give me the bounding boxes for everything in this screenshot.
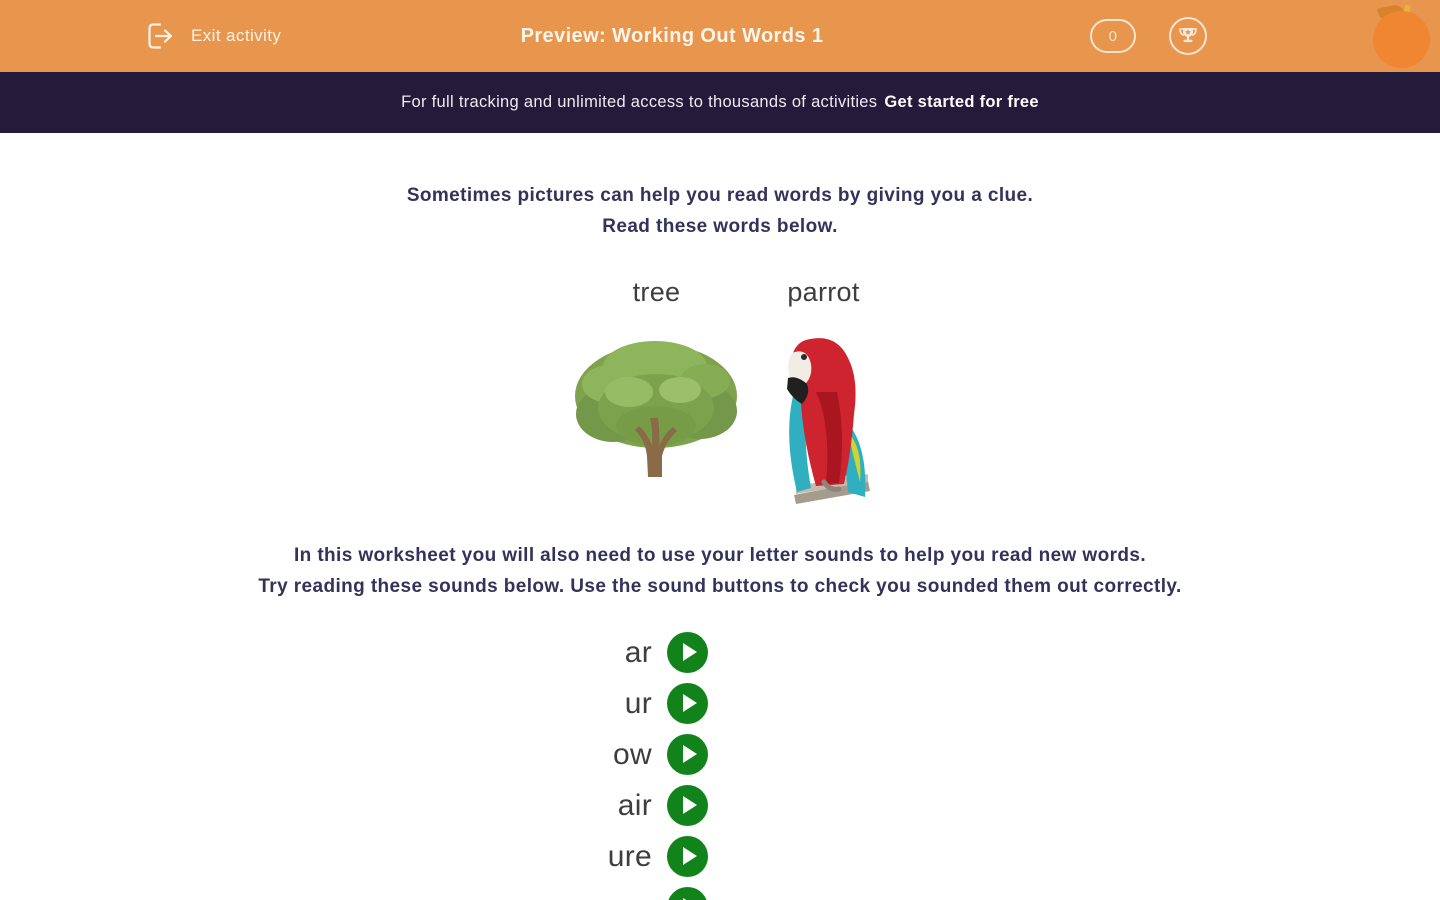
sound-row-ur (532, 683, 708, 724)
play-icon (683, 694, 697, 712)
upsell-banner (0, 72, 1440, 133)
example-word-tree (569, 272, 744, 479)
intro-line-2: Read these words below. (602, 216, 838, 237)
score-value: 0 (1108, 27, 1118, 45)
score-badge (1090, 19, 1136, 53)
trophy-icon (1177, 25, 1199, 47)
sound-play-button-ow[interactable] (667, 734, 708, 775)
sounds-list (532, 632, 708, 900)
orange-fruit-logo (1372, 3, 1432, 69)
sound-play-button-air[interactable] (667, 785, 708, 826)
intro-line-1: Sometimes pictures can help you read words by giving you a clue. (406, 185, 1034, 206)
sound-row-air (532, 785, 708, 826)
word-label-parrot: parrot (787, 276, 860, 307)
intro-text (0, 133, 1440, 242)
sounds-intro-line-1: In this worksheet you will also need to use your letter sounds to help you read new words. (293, 545, 1147, 566)
sound-row-ure (532, 836, 708, 877)
logo-fruit-icon (1373, 11, 1430, 68)
get-started-link[interactable]: Get started for free (884, 93, 1039, 111)
sound-play-button-ure[interactable] (667, 836, 708, 877)
play-icon (683, 796, 697, 814)
word-label-tree: tree (632, 276, 681, 307)
worksheet-content (0, 133, 1440, 900)
trophy-button[interactable] (1169, 17, 1207, 55)
parrot-photo (776, 334, 871, 504)
sound-label-ur: ur (624, 686, 652, 720)
sounds-intro-text (0, 540, 1440, 602)
example-words-row (0, 272, 1440, 504)
tree-photo (569, 334, 744, 479)
app-header (0, 0, 1440, 72)
sound-row-partial (532, 887, 708, 900)
sound-label-ure: ure (607, 839, 652, 873)
sound-row-ow (532, 734, 708, 775)
sound-label-air: air (617, 788, 652, 822)
sound-label-ar: ar (624, 635, 652, 669)
example-word-parrot (776, 272, 871, 504)
play-icon (683, 745, 697, 763)
sound-play-button-partial[interactable] (667, 887, 708, 900)
sounds-intro-line-2: Try reading these sounds below. Use the sound buttons to check you sounded them out correctly. (258, 576, 1182, 597)
play-icon (683, 643, 697, 661)
exit-activity-label: Exit activity (191, 26, 282, 45)
sound-row-ar (532, 632, 708, 673)
sound-play-button-ar[interactable] (667, 632, 708, 673)
upsell-message: For full tracking and unlimited access to thousands of activities (401, 93, 878, 111)
sound-play-button-ur[interactable] (667, 683, 708, 724)
play-icon (683, 847, 697, 865)
sound-label-ow: ow (613, 737, 652, 771)
page-title: Preview: Working Out Words 1 (520, 24, 824, 47)
